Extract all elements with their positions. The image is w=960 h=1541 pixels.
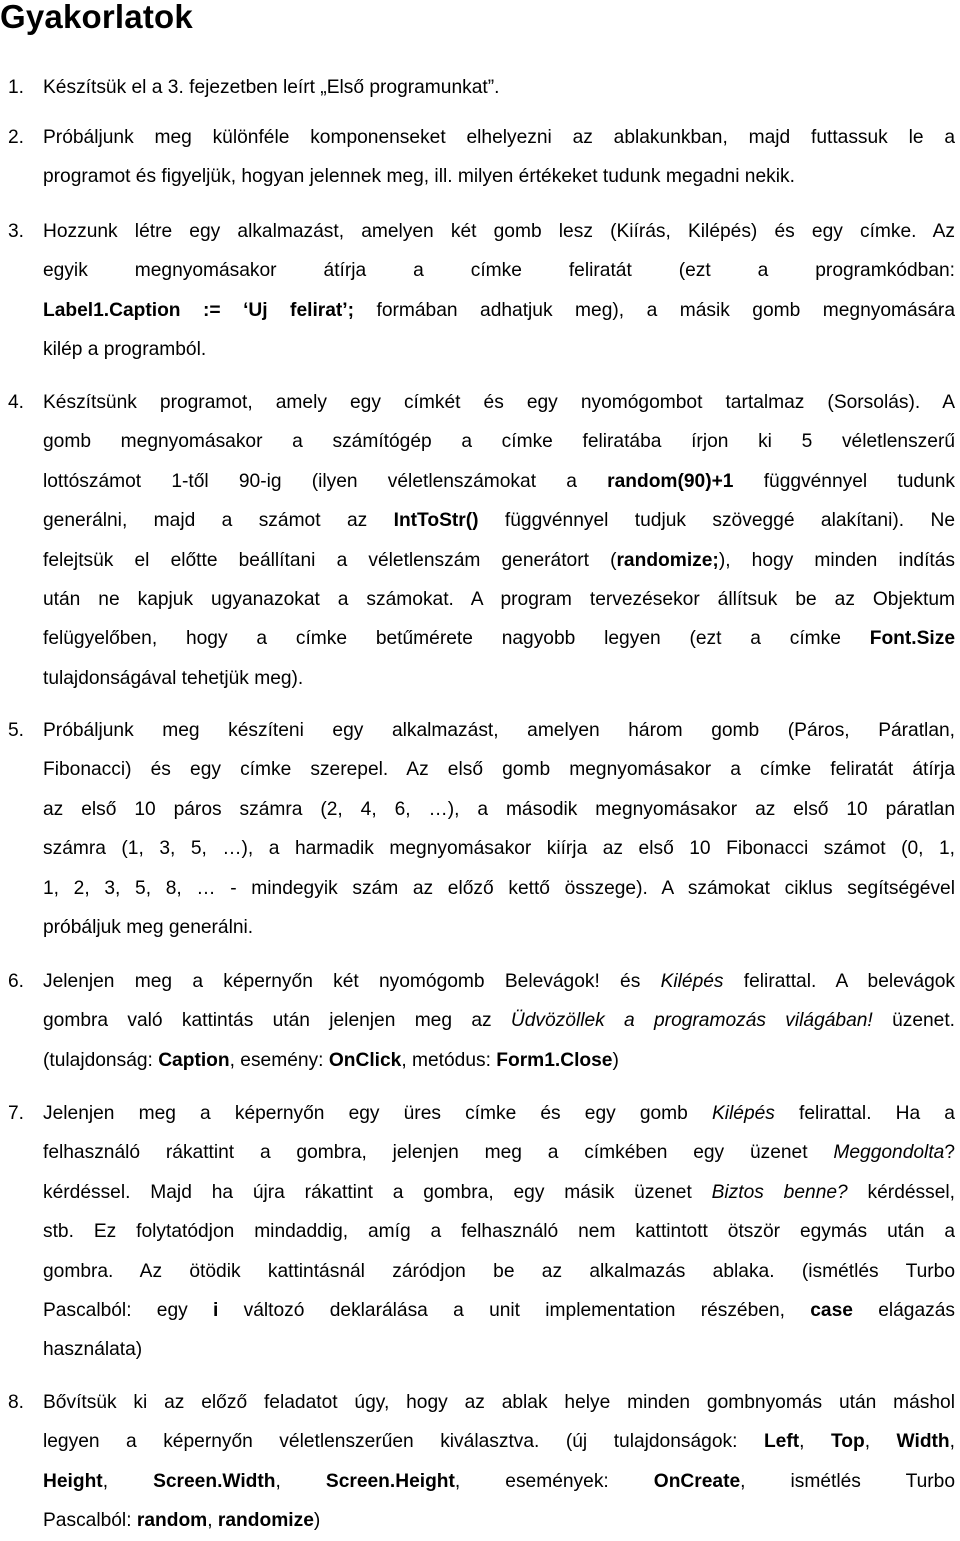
exercise-number: 8. — [8, 1392, 25, 1413]
text-line: Pascalból: random, randomize) — [43, 1510, 321, 1532]
text-line: Label1.Caption := ‘Uj felirat’; formában adhatjuk meg), a másik gomb megnyomására — [43, 299, 955, 321]
text-line: felügyelőben, hogy a címke betűmérete nagyobb legyen (ezt a címke Font.Size — [43, 628, 955, 650]
exercise-text — [43, 118, 955, 197]
exercise-text — [43, 1383, 955, 1541]
code-snippet: IntToStr() — [393, 510, 479, 532]
text-line: az első 10 páros számra (2, 4, 6, …), a második megnyomásakor az első 10 páratlan — [43, 798, 955, 820]
exercise-number: 3. — [8, 221, 25, 242]
exercise-text — [43, 962, 955, 1080]
exercise-number: 7. — [8, 1103, 25, 1124]
text-line: kérdéssel. Majd ha újra rákattint a gombra, egy másik üzenet Biztos benne? kérdéssel, — [43, 1181, 955, 1203]
exercise-text — [43, 711, 955, 947]
text-line: felejtsük el előtte beállítani a véletlenszám generátort (randomize;), hogy minden indítás — [43, 549, 955, 571]
code-snippet: Label1.Caption := ‘Uj felirat’; — [43, 299, 355, 321]
text-line: legyen a képernyőn véletlenszerűen kiválasztva. (új tulajdonságok: Left, Top, Width, — [43, 1431, 955, 1453]
page-title: Gyakorlatok — [0, 0, 193, 35]
text-line: generálni, majd a számot az IntToStr() függvénnyel tudjuk szöveggé alakítani). Ne — [43, 510, 955, 532]
text-line: tulajdonságával tehetjük meg). — [43, 667, 304, 689]
exercise-text — [43, 212, 955, 370]
exercise-number: 1. — [8, 77, 25, 98]
text-line: Hozzunk létre egy alkalmazást, amelyen két gomb lesz (Kiírás, Kilépés) és egy címke. Az — [43, 221, 955, 242]
text-line: kilép a programból. — [43, 339, 207, 361]
exercise-text — [43, 68, 955, 107]
text-line: Próbáljunk meg különféle komponenseket elhelyezni az ablakunkban, majd futtassuk le a — [43, 127, 955, 148]
exercise-text — [43, 383, 955, 698]
code-snippet: random(90)+1 — [607, 470, 734, 492]
text-line: Pascalból: egy i változó deklarálása a unit implementation részében, case elágazás — [43, 1299, 955, 1321]
text-line: (tulajdonság: Caption, esemény: OnClick, metódus: Form1.Close) — [43, 1049, 619, 1071]
text-line: Készítsünk programot, amely egy címkét és egy nyomógombot tartalmaz (Sorsolás). A — [43, 392, 955, 413]
text-line: Jelenjen meg a képernyőn két nyomógomb Belevágok! és Kilépés felirattal. A belevágok — [43, 971, 955, 992]
text-line: használata) — [43, 1339, 143, 1361]
text-line: Készítsük el a 3. fejezetben leírt „Első programunkat”. — [43, 77, 500, 98]
text-line: stb. Ez folytatódjon mindaddig, amíg a felhasználó nem kattintott ötször egymás után a — [43, 1221, 955, 1243]
text-line: programot és figyeljük, hogyan jelennek meg, ill. milyen értékeket tudunk megadni nekik. — [43, 166, 795, 188]
code-snippet: Font.Size — [869, 628, 955, 650]
text-line: lottószámot 1-től 90-ig (ilyen véletlenszámokat a random(90)+1 függvénnyel tudunk — [43, 470, 955, 492]
code-snippet: randomize; — [616, 549, 719, 571]
text-line: Próbáljunk meg készíteni egy alkalmazást, amelyen három gomb (Páros, Páratlan, — [43, 720, 955, 741]
text-line: felhasználó rákattint a gombra, jelenjen meg a címkében egy üzenet Meggondolta? — [43, 1142, 955, 1164]
exercise-number: 4. — [8, 392, 25, 413]
text-line: számra (1, 3, 5, …), a harmadik megnyomásakor kiírja az első 10 Fibonacci számot (0, 1, — [43, 838, 955, 860]
text-line: gombra való kattintás után jelenjen meg az Üdvözöllek a programozás világában! üzenet. — [43, 1010, 955, 1032]
text-line: Fibonacci) és egy címke szerepel. Az első gomb megnyomásakor a címke feliratát átírja — [43, 759, 955, 781]
text-line: 1, 2, 3, 5, 8, … - mindegyik szám az előző kettő összege). A számokat ciklus segítségével — [43, 877, 955, 899]
text-line: gomb megnyomásakor a számítógép a címke feliratába írjon ki 5 véletlenszerű — [43, 431, 955, 453]
exercise-number: 6. — [8, 971, 25, 992]
text-line: próbáljuk meg generálni. — [43, 916, 254, 938]
text-line: gombra. Az ötödik kattintásnál záródjon be az alkalmazás ablaka. (ismétlés Turbo — [43, 1260, 955, 1282]
text-line: után ne kapjuk ugyanazokat a számokat. A program tervezésekor állítsuk be az Objektum — [43, 588, 955, 610]
text-line: Height, Screen.Width, Screen.Height, események: OnCreate, ismétlés Turbo — [43, 1470, 955, 1492]
text-line: egyik megnyomásakor átírja a címke feliratát (ezt a programkódban: — [43, 260, 955, 282]
exercise-number: 2. — [8, 127, 25, 148]
text-line: Bővítsük ki az előző feladatot úgy, hogy az ablak helye minden gombnyomás után máshol — [43, 1392, 955, 1413]
exercise-text — [43, 1094, 955, 1370]
text-line: Jelenjen meg a képernyőn egy üres címke és egy gomb Kilépés felirattal. Ha a — [43, 1103, 955, 1124]
exercise-number: 5. — [8, 720, 25, 741]
